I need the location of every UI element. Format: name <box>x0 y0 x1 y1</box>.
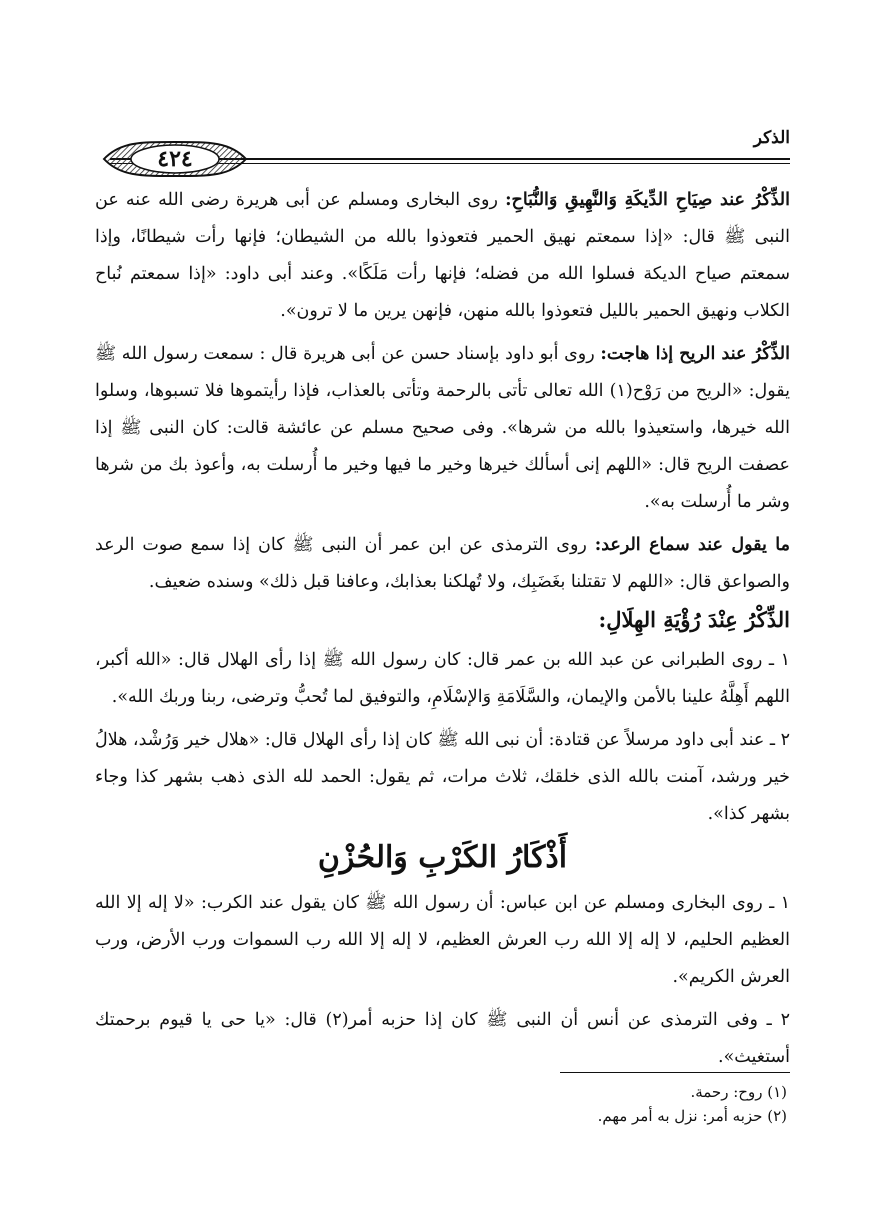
footnote-rule <box>560 1072 790 1073</box>
karb-item: ١ ـ روى البخارى ومسلم عن ابن عباس: أن رسول الله ﷺ كان يقول عند الكرب: «لا إله إلا الله العظيم الحليم، لا إله إلا الله رب العرش العظيم، لا إله إلا الله رب السموات ورب الأرض، ورب العرش الكريم». <box>95 893 790 987</box>
page-number: ٤٢٤ <box>157 146 193 172</box>
footnote: (٢) حزبه أمر: نزل به أمر مهم. <box>597 1107 787 1125</box>
paragraph-heading: الذِّكْرُ عند الريح إذا هاجت: <box>600 344 790 364</box>
page-header <box>110 126 790 182</box>
hilal-heading: الذِّكْرُ عِنْدَ رُؤْيَةِ الهِلَالِ: <box>598 607 790 632</box>
paragraph-rooster <box>95 182 790 330</box>
page-number-badge <box>100 140 250 178</box>
paragraph-text: روى البخارى ومسلم عن أبى هريرة رضى الله عنه عن النبى ﷺ قال: «إذا سمعتم نهيق الحمير فتعوذوا بالله من الشيطان؛ فإنها رأت شيطانًا، وإذا سمعتم صياح الديكة فسلوا الله من فضله؛ فإنها رأت مَلَكًا». وعند أبى داود: «إذا سمعتم نُباح الكلاب ونهيق الحمير بالليل فتعوذوا بالله منهن، فإنهن يرين ما لا ترون». <box>95 190 790 321</box>
hilal-item: ١ ـ روى الطبرانى عن عبد الله بن عمر قال: كان رسول الله ﷺ إذا رأى الهلال قال: «الله أكبر، اللهم أَهِلَّهُ علينا بالأمن والإيمان، والسَّلَامَةِ وَالإسْلَامِ، والتوفيق لما تُحبُّ وترضى، ربنا وربك الله». <box>95 650 790 707</box>
page-body <box>95 182 790 1082</box>
running-title: الذكر <box>753 128 790 148</box>
section-title: أَذْكَارُ الكَرْبِ وَالحُزْنِ <box>317 840 568 875</box>
footnote: (١) روح: رحمة. <box>690 1083 787 1101</box>
footnotes <box>387 1080 787 1128</box>
paragraph-thunder <box>95 527 790 601</box>
hilal-item: ٢ ـ عند أبى داود مرسلاً عن قتادة: أن نبى الله ﷺ كان إذا رأى الهلال قال: «هلال خير وَرُشْد، هلالُ خير ورشد، آمنت بالله الذى خلقك، ثلاث مرات، ثم يقول: الحمد لله الذى ذهب بشهر كذا وجاء بشهر كذا». <box>94 730 790 824</box>
paragraph-wind <box>95 336 790 521</box>
paragraph-text: روى أبو داود بإسناد حسن عن أبى هريرة قال : سمعت رسول الله ﷺ يقول: «الريح من رَوْح(١) الله تعالى تأتى بالرحمة وتأتى بالعذاب، فإذا رأيتموها فلا تسبوها، وسلوا الله خيرها، واستعيذوا بالله من شرها». وفى صحيح مسلم عن عائشة قالت: كان النبى ﷺ إذا عصفت الريح قال: «اللهم إنى أسألك خيرها وخير ما فيها وخير ما أُرسلت به، وأعوذ بك من شرها وشر ما أُرسلت به». <box>95 344 790 512</box>
paragraph-heading: الذِّكْرُ عند صِيَاحِ الدِّيكَةِ وَالنَّهِيقِ وَالنُّبَاحِ: <box>505 190 791 210</box>
karb-item: ٢ ـ وفى الترمذى عن أنس أن النبى ﷺ كان إذا حزبه أمر(٢) قال: «يا حى يا قيوم برحمتك أستغيث». <box>95 1010 790 1067</box>
paragraph-text: روى الترمذى عن ابن عمر أن النبى ﷺ كان إذا سمع صوت الرعد والصواعق قال: «اللهم لا تقتلنا بغَضَبِك، ولا تُهلكنا بعذابك، وعافنا قبل ذلك» وسنده ضعيف. <box>95 535 790 592</box>
paragraph-heading: ما يقول عند سماع الرعد: <box>594 535 790 555</box>
